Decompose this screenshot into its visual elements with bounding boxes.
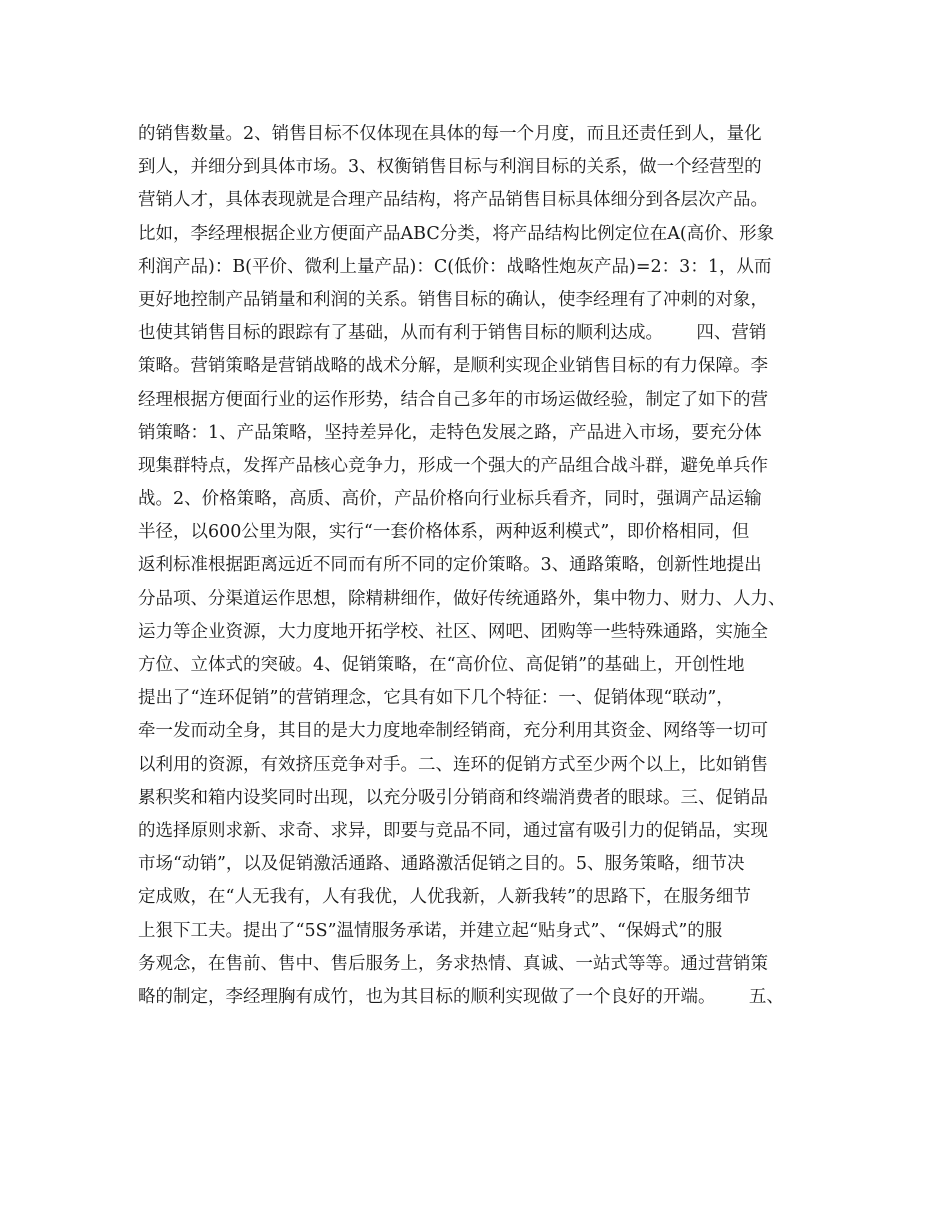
text-line: 提出了“连环促销”的营销理念，它具有如下几个特征：一、促销体现“联动”， bbox=[138, 688, 734, 709]
text-line: 略的制定，李经理胸有成竹，也为其目标的顺利实现做了一个良好的开端。 五、 bbox=[138, 986, 784, 1007]
text-line: 累积奖和箱内设奖同时出现，以充分吸引分销商和终端消费者的眼球。三、促销品 bbox=[138, 787, 768, 808]
text-line: 现集群特点，发挥产品核心竞争力，形成一个强大的产品组合战斗群，避免单兵作 bbox=[138, 455, 768, 476]
text-line: 务观念，在售前、售中、售后服务上，务求热情、真诚、一站式等等。通过营销策 bbox=[138, 953, 768, 974]
text-line: 分品项、分渠道运作思想，除精耕细作，做好传统通路外，集中物力、财力、人力、 bbox=[138, 588, 786, 609]
text-line: 销策略：1、产品策略，坚持差异化，走特色发展之路，产品进入市场，要充分体 bbox=[138, 422, 762, 443]
text-line: 战。2、价格策略，高质、高价，产品价格向行业标兵看齐，同时，强调产品运输 bbox=[138, 489, 762, 510]
body-text bbox=[138, 118, 828, 1014]
text-line: 返利标准根据距离远近不同而有所不同的定价策略。3、通路策略，创新性地提出 bbox=[138, 555, 762, 576]
text-line: 也使其销售目标的跟踪有了基础，从而有利于销售目标的顺利达成。 四、营销 bbox=[138, 323, 767, 344]
text-line: 运力等企业资源，大力度地开拓学校、社区、网吧、团购等一些特殊通路，实施全 bbox=[138, 621, 768, 642]
text-line: 到人，并细分到具体市场。3、权衡销售目标与利润目标的关系，做一个经营型的 bbox=[138, 157, 762, 178]
text-line: 的销售数量。2、销售目标不仅体现在具体的每一个月度，而且还责任到人，量化 bbox=[138, 124, 762, 144]
text-line: 上狠下工夫。提出了“5S”温情服务承诺，并建立起“贴身式”、“保姆式”的服 bbox=[138, 920, 723, 941]
text-line: 比如，李经理根据企业方便面产品ABC分类，将产品结构比例定位在A(高价、形象 bbox=[138, 223, 775, 244]
text-line: 经理根据方便面行业的运作形势，结合自己多年的市场运做经验，制定了如下的营 bbox=[138, 389, 768, 410]
text-line: 利润产品)：B(平价、微利上量产品)：C(低价：战略性炮灰产品)=2：3：1，从而 bbox=[138, 256, 772, 277]
text-line: 更好地控制产品销量和利润的关系。销售目标的确认，使李经理有了冲刺的对象， bbox=[138, 289, 768, 310]
text-line: 定成败，在“人无我有，人有我优，人优我新，人新我转”的思路下，在服务细节 bbox=[138, 887, 751, 908]
text-line: 牵一发而动全身，其目的是大力度地牵制经销商，充分利用其资金、网络等一切可 bbox=[138, 721, 768, 742]
text-line: 半径，以600公里为限，实行“一套价格体系，两种返利模式”，即价格相同，但 bbox=[138, 522, 750, 543]
text-line: 方位、立体式的突破。4、促销策略，在“高价位、高促销”的基础上，开创性地 bbox=[138, 655, 745, 675]
text-line: 的选择原则求新、求奇、求异，即要与竞品不同，通过富有吸引力的促销品，实现 bbox=[138, 820, 768, 841]
text-line: 以利用的资源，有效挤压竞争对手。二、连环的促销方式至少两个以上，比如销售 bbox=[138, 754, 768, 775]
text-line: 策略。营销策略是营销战略的战术分解，是顺利实现企业销售目标的有力保障。李 bbox=[138, 356, 768, 377]
text-line: 市场“动销”，以及促销激活通路、通路激活促销之目的。5、服务策略，细节决 bbox=[138, 854, 745, 875]
text-line: 营销人才，具体表现就是合理产品结构，将产品销售目标具体细分到各层次产品。 bbox=[138, 190, 768, 211]
